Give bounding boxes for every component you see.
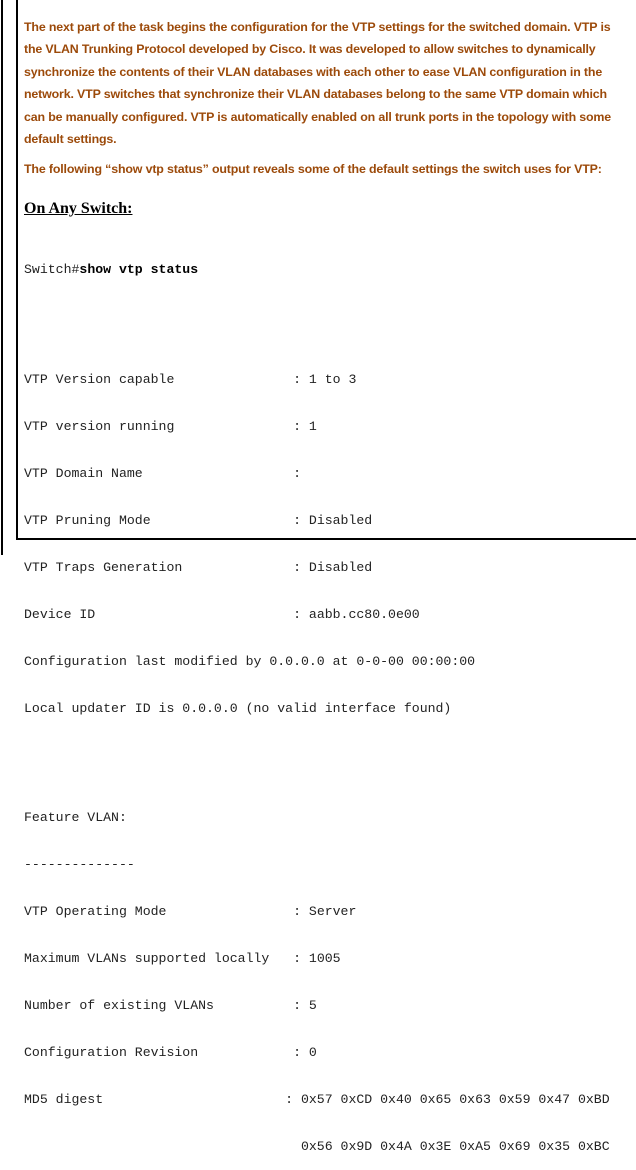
feature-row — [24, 1045, 610, 1061]
status-value: Disabled — [308, 559, 373, 575]
feature-label: Configuration Revision — [24, 1044, 294, 1060]
intro-line: The next part of the task begins the configuration for the VTP settings for the switched domain. VTP is — [24, 20, 611, 34]
status-row — [24, 419, 610, 435]
status-value: aabb.cc80.0e00 — [308, 606, 420, 622]
terminal-output — [24, 231, 610, 1170]
feature-sep: : — [293, 950, 309, 966]
intro-line: default settings. — [24, 132, 117, 147]
status-row — [24, 466, 610, 482]
status-row — [24, 513, 610, 529]
prompt: Switch# — [24, 262, 80, 278]
feature-value: 1005 — [308, 950, 341, 966]
status-sep: : — [293, 418, 309, 434]
section-heading: On Any Switch: — [24, 200, 133, 217]
feature-sep: : — [293, 1044, 309, 1060]
status-sep: : — [293, 559, 309, 575]
feature-value: Server — [308, 904, 357, 920]
feature-row — [24, 904, 610, 920]
status-sep: : — [293, 371, 309, 387]
md5-indent — [24, 1139, 301, 1154]
feature-label: Number of existing VLANs — [24, 997, 294, 1013]
local-updater-line: Local updater ID is 0.0.0.0 (no valid interface found) — [24, 700, 452, 716]
feature-value: 0 — [308, 1044, 317, 1060]
command-line — [24, 262, 610, 278]
status-value: Disabled — [308, 512, 373, 528]
page-edge-line — [1, 0, 3, 555]
status-label: Device ID — [24, 606, 294, 622]
config-modified-line: Configuration last modified by 0.0.0.0 at 0-0-00 00:00:00 — [24, 653, 476, 669]
md5-sep: : — [285, 1091, 301, 1107]
feature-divider: -------------- — [24, 857, 135, 873]
status-label: VTP Traps Generation — [24, 559, 294, 575]
status-label: VTP Pruning Mode — [24, 512, 294, 528]
feature-label: VTP Operating Mode — [24, 904, 294, 920]
feature-heading: Feature VLAN: — [24, 810, 127, 826]
intro-paragraph — [24, 16, 614, 150]
status-row — [24, 372, 610, 388]
lead-in-paragraph: The following “show vtp status” output reveals some of the default settings the switch uses for VTP: — [24, 162, 602, 176]
blank-line — [24, 748, 610, 764]
status-sep: : — [293, 512, 309, 528]
status-label: VTP version running — [24, 418, 294, 434]
md5-row — [24, 1092, 610, 1108]
feature-sep: : — [293, 904, 309, 920]
status-label: VTP Domain Name — [24, 465, 294, 481]
feature-value: 5 — [308, 997, 317, 1013]
feature-label: Maximum VLANs supported locally — [24, 950, 294, 966]
command: show vtp status — [79, 262, 199, 278]
feature-row — [24, 998, 610, 1014]
status-row — [24, 560, 610, 576]
md5-value-line1: 0x57 0xCD 0x40 0x65 0x63 0x59 0x47 0xBD — [300, 1091, 610, 1107]
md5-row-continued — [24, 1139, 610, 1155]
feature-row — [24, 951, 610, 967]
intro-line: the VLAN Trunking Protocol developed by Cisco. It was developed to allow switches to dynamically — [24, 42, 596, 57]
md5-value-line2: 0x56 0x9D 0x4A 0x3E 0xA5 0x69 0x35 0xBC — [300, 1138, 610, 1154]
status-value: 1 to 3 — [308, 371, 357, 387]
status-value: 1 — [308, 418, 317, 434]
intro-line: network. VTP switches that synchronize their VLAN databases belong to the same VTP domain which — [24, 87, 607, 102]
feature-sep: : — [293, 997, 309, 1013]
status-sep: : — [293, 465, 301, 481]
intro-line: synchronize the contents of their VLAN databases with each other to ease VLAN configuration in the — [24, 64, 603, 79]
status-label: VTP Version capable — [24, 371, 294, 387]
blank-line — [24, 309, 610, 325]
status-row — [24, 607, 610, 623]
md5-label: MD5 digest — [24, 1091, 286, 1107]
intro-line: can be manually configured. VTP is automatically enabled on all trunk ports in the topology with some — [24, 109, 612, 124]
status-sep: : — [293, 606, 309, 622]
